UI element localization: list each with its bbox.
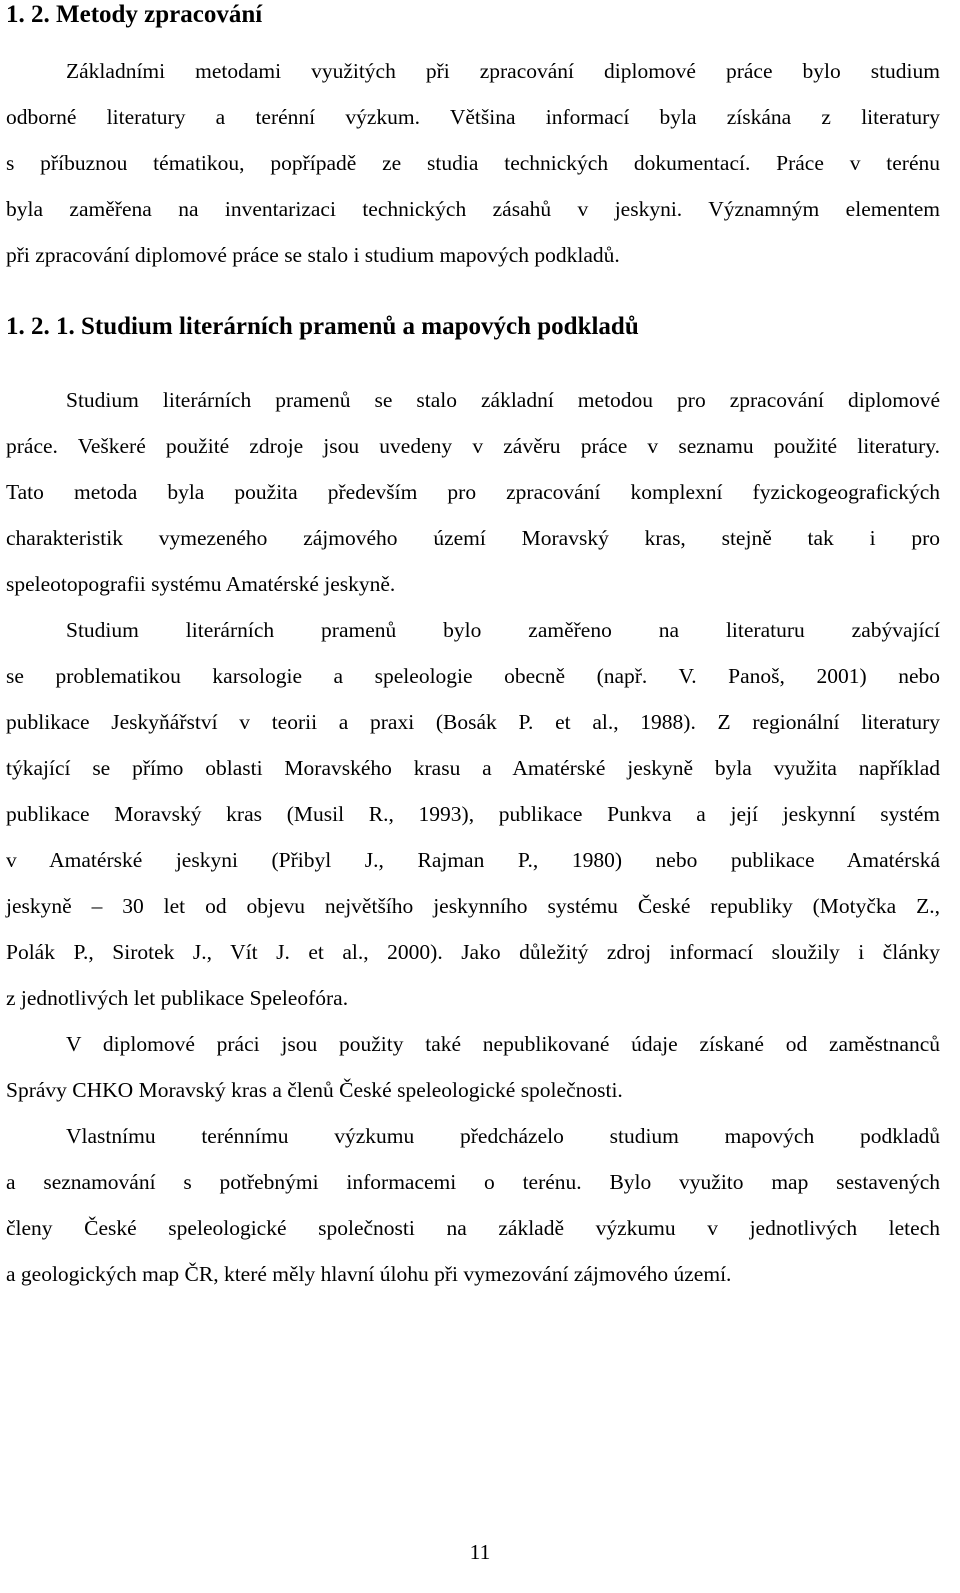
text-line: Základními metodami využitých při zpracování diplomové práce bylo studium (66, 59, 940, 83)
text-line: členy České speleologické společnosti na základě výzkumu v jednotlivých letech (6, 1216, 940, 1240)
text-line: Vlastnímu terénnímu výzkumu předcházelo studium mapových podkladů (66, 1124, 940, 1148)
text-line: s příbuznou tématikou, popřípadě ze studia technických dokumentací. Práce v terénu (6, 151, 940, 175)
page-number: 11 (469, 1540, 491, 1564)
text-line: jeskyně – 30 let od objevu největšího jeskynního systému České republiky (Motyčka Z., (6, 894, 940, 918)
text-line: týkající se přímo oblasti Moravského krasu a Amatérské jeskyně byla využita například (6, 756, 940, 780)
section-heading: 1. 2. Metody zpracování (6, 1, 263, 28)
text-line: a seznamování s potřebnými informacemi o terénu. Bylo využito map sestavených (6, 1170, 940, 1194)
text-line: a geologických map ČR, které měly hlavní úlohu při vymezování zájmového území. (6, 1262, 732, 1286)
text-line: odborné literatury a terénní výzkum. Většina informací byla získána z literatury (6, 105, 940, 129)
text-line: byla zaměřena na inventarizaci technických zásahů v jeskyni. Významným elementem (6, 197, 940, 221)
text-line: v Amatérské jeskyni (Přibyl J., Rajman P., 1980) nebo publikace Amatérská (6, 848, 940, 872)
text-line: charakteristik vymezeného zájmového území Moravský kras, stejně tak i pro (6, 526, 940, 550)
text-line: speleotopografii systému Amatérské jeskyně. (6, 572, 396, 596)
text-line: z jednotlivých let publikace Speleofóra. (6, 986, 349, 1010)
text-line: publikace Jeskyňářství v teorii a praxi (Bosák P. et al., 1988). Z regionální literatury (6, 710, 940, 734)
subsection-heading: 1. 2. 1. Studium literárních pramenů a mapových podkladů (6, 313, 639, 340)
subsection-body (6, 377, 940, 1297)
text-line: Tato metoda byla použita především pro zpracování komplexní fyzickogeografických (6, 480, 940, 504)
text-line: V diplomové práci jsou použity také nepublikované údaje získané od zaměstnanců (66, 1032, 940, 1056)
text-line: Správy CHKO Moravský kras a členů České speleologické společnosti. (6, 1078, 623, 1102)
text-line: Polák P., Sirotek J., Vít J. et al., 2000). Jako důležitý zdroj informací sloužily i články (6, 940, 940, 964)
text-line: publikace Moravský kras (Musil R., 1993), publikace Punkva a její jeskynní systém (6, 802, 940, 826)
text-line: práce. Veškeré použité zdroje jsou uvedeny v závěru práce v seznamu použité literatury. (6, 434, 940, 458)
text-line: při zpracování diplomové práce se stalo i studium mapových podkladů. (6, 243, 620, 267)
section-paragraph (6, 48, 940, 278)
text-line: Studium literárních pramenů bylo zaměřeno na literaturu zabývající (66, 618, 940, 642)
text-line: Studium literárních pramenů se stalo základní metodou pro zpracování diplomové (66, 388, 940, 412)
text-line: se problematikou karsologie a speleologie obecně (např. V. Panoš, 2001) nebo (6, 664, 940, 688)
